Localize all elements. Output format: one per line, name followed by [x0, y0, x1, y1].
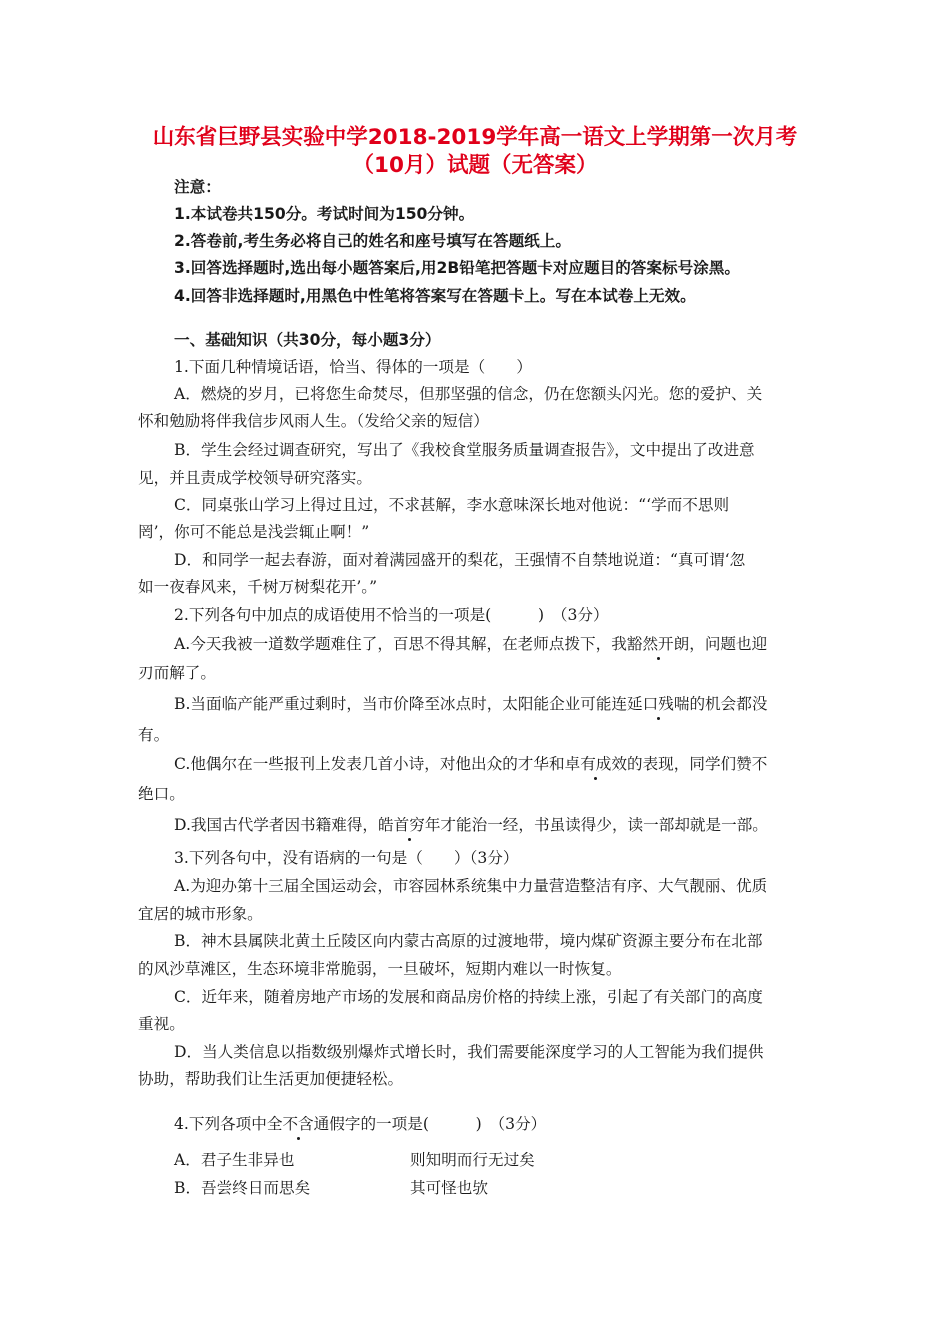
question-2-stem: 2.下列各句中加点的成语使用不恰当的一项是( ) （3分） [174, 606, 609, 624]
option-text: 的表现，同学们赞不 [626, 755, 768, 773]
option-text: A.今天我被一道数学题难住了，百思不得其解，在老师点拨下，我 [174, 635, 627, 653]
option-text: C.他偶尔在一些报刊上发表几首小诗，对他出众的才华和 [174, 755, 565, 773]
question-4-option-b-right: 其可怪也欤 [410, 1179, 488, 1197]
option-text: 的机会都没 [689, 695, 768, 713]
question-1-stem: 1.下面几种情境话语，恰当、得体的一项是（ ） [174, 358, 532, 376]
notice-item: 4.回答非选择题时,用黑色中性笔将答案写在答题卡上。写在本试卷上无效。 [174, 287, 696, 305]
question-1-option-b-cont: 见，并且责成学校领导研究落实。 [138, 469, 372, 487]
question-3-option-a: A.为迎办第十三届全国运动会，市容园林系统集中力量营造整洁有序、大气靓丽、优质 [174, 877, 768, 895]
question-1-option-a: A．燃烧的岁月，已将您生命焚尽，但那坚强的信念，仍在您额头闪光。您的爱护、关 [174, 385, 763, 403]
question-2-option-a-cont: 刃而解了。 [138, 664, 216, 682]
question-2-option-a [174, 634, 767, 654]
question-3-stem: 3.下列各句中，没有语病的一句是（ ）（3分） [174, 849, 519, 867]
notice-item: 2.答卷前,考生务必将自己的姓名和座号填写在答题纸上。 [174, 232, 571, 250]
question-3-option-c-cont: 重视。 [138, 1015, 185, 1033]
question-4-option-a-right: 则知明而行无过矣 [410, 1151, 535, 1169]
question-4-option-b-left: B．吾尝终日而思矣 [174, 1179, 311, 1197]
stem-text: 通假字的一项是( ) （3分） [313, 1115, 547, 1133]
question-2-option-b-cont: 有。 [138, 726, 170, 744]
question-1-option-d: D．和同学一起去春游，面对着满园盛开的梨花，王强情不自禁地说道：“真可谓‘忽 [174, 551, 746, 569]
emphasized-idiom: 皓首穷年 [378, 816, 441, 834]
question-1-option-c: C．同桌张山学习上得过且过，不求甚解，李水意味深长地对他说：“‘学而不思则 [174, 496, 730, 514]
exam-title-line-1: 山东省巨野县实验中学2018-2019学年高一语文上学期第一次月考 [152, 125, 798, 150]
question-2-option-b [174, 694, 767, 714]
emphasized-idiom: 豁然开朗 [626, 635, 690, 653]
stem-text: 4.下列各项中全 [174, 1115, 283, 1133]
notice-item: 1.本试卷共150分。考试时间为150分钟。 [174, 205, 475, 223]
question-1-option-d-cont: 如一夜春风来，千树万树梨花开’。” [138, 578, 378, 596]
question-4-option-a-left: A．君子生非异也 [174, 1151, 295, 1169]
question-2-option-c [174, 754, 767, 774]
notice-heading: 注意： [174, 178, 221, 196]
emphasized-idiom: 卓有成效 [564, 755, 627, 773]
question-3-option-a-cont: 宜居的城市形象。 [138, 905, 263, 923]
question-1-option-b: B．学生会经过调查研究，写出了《我校食堂服务质量调查报告》，文中提出了改进意 [174, 441, 755, 459]
question-1-option-c-cont: 罔’，你可不能总是浅尝辄止啊！” [138, 523, 370, 541]
question-3-option-d-cont: 协助，帮助我们让生活更加便捷轻松。 [138, 1070, 404, 1088]
emphasized-word: 不含 [282, 1115, 314, 1133]
notice-item: 3.回答选择题时,选出每小题答案后,用2B铅笔把答题卡对应题目的答案标号涂黑。 [174, 259, 740, 277]
question-3-option-b-cont: 的风沙草滩区，生态环境非常脆弱，一旦破坏，短期内难以一时恢复。 [138, 960, 622, 978]
question-2-option-c-cont: 绝口。 [138, 785, 185, 803]
option-text: 才能治一经，书虽读得少，读一部却就是一部。 [440, 816, 768, 834]
option-text: B.当面临产能严重过剩时，当市价降至冰点时，太阳能企业可能连 [174, 695, 628, 713]
exam-title-line-2: （10月）试题（无答案） [352, 153, 598, 178]
question-3-option-b: B．神木县属陕北黄土丘陵区向内蒙古高原的过渡地带，境内煤矿资源主要分布在北部 [174, 932, 763, 950]
question-4-stem [174, 1114, 546, 1134]
option-text: ，问题也迎 [689, 635, 768, 653]
emphasized-idiom: 延口残喘 [627, 695, 690, 713]
question-3-option-c: C．近年来，随着房地产市场的发展和商品房价格的持续上涨，引起了有关部门的高度 [174, 988, 763, 1006]
question-2-option-d [174, 815, 768, 835]
question-3-option-d: D．当人类信息以指数级别爆炸式增长时，我们需要能深度学习的人工智能为我们提供 [174, 1043, 764, 1061]
section-heading: 一、基础知识（共30分，每小题3分） [174, 331, 441, 349]
option-text: D.我国古代学者因书籍难得， [174, 816, 379, 834]
question-1-option-a-cont: 怀和勉励将伴我信步风雨人生。（发给父亲的短信） [138, 412, 489, 430]
